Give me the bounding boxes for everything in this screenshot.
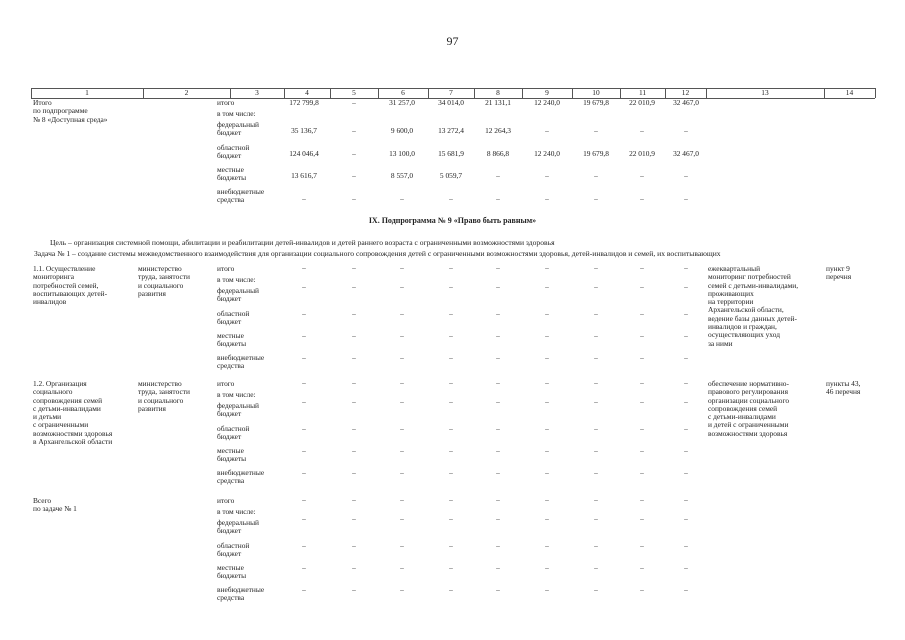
funding-value: – xyxy=(640,353,644,362)
funding-source-label: местные бюджеты xyxy=(217,165,247,183)
funding-value: – xyxy=(302,353,306,362)
funding-value: – xyxy=(640,378,644,387)
goal-text: Цель – организация системной помощи, абилитации и реабилитации детей-инвалидов и детей раннего возраста с ограниченными возможностями здоровья xyxy=(50,238,555,247)
funding-value: – xyxy=(496,446,500,455)
row-name: 1.2. Организация социального сопровождения семей с детьми-инвалидами и детьми с ограниченными возможностями здоровья в Архангельской области xyxy=(33,379,113,446)
funding-value: – xyxy=(594,563,598,572)
funding-value: – xyxy=(684,263,688,272)
funding-source-label: внебюджетные средства xyxy=(217,585,265,603)
funding-source-label: итого xyxy=(217,379,235,388)
funding-value: 19 679,8 xyxy=(583,98,609,107)
funding-value: – xyxy=(545,446,549,455)
funding-value: – xyxy=(352,126,356,135)
row-name: Итого по подпрограмме № 8 «Доступная среда» xyxy=(33,98,108,124)
funding-value: – xyxy=(352,171,356,180)
subtotal-caption: в том числе: xyxy=(217,507,256,516)
funding-value: – xyxy=(594,282,598,291)
funding-value: – xyxy=(640,282,644,291)
funding-value: – xyxy=(302,194,306,203)
funding-value: – xyxy=(684,468,688,477)
funding-value: 22 010,9 xyxy=(629,98,655,107)
funding-value: – xyxy=(594,514,598,523)
funding-value: – xyxy=(640,424,644,433)
funding-value: – xyxy=(684,171,688,180)
column-number: 9 xyxy=(545,88,549,97)
funding-value: – xyxy=(496,424,500,433)
funding-value: – xyxy=(496,353,500,362)
funding-value: – xyxy=(302,514,306,523)
funding-value: – xyxy=(449,514,453,523)
executor: министерство труда, занятости и социального развития xyxy=(138,379,190,413)
funding-value: – xyxy=(594,126,598,135)
funding-value: – xyxy=(640,541,644,550)
funding-value: – xyxy=(400,194,404,203)
subtotal-caption: в том числе: xyxy=(217,275,256,284)
funding-value: – xyxy=(352,563,356,572)
funding-value: – xyxy=(496,309,500,318)
funding-value: – xyxy=(449,331,453,340)
funding-value: – xyxy=(449,282,453,291)
column-number: 2 xyxy=(184,88,189,97)
funding-value: – xyxy=(545,353,549,362)
funding-value: – xyxy=(302,309,306,318)
funding-value: – xyxy=(545,585,549,594)
funding-value: – xyxy=(302,468,306,477)
funding-value: – xyxy=(352,397,356,406)
funding-value: – xyxy=(400,353,404,362)
funding-value: 12 264,3 xyxy=(485,126,511,135)
funding-value: 8 866,8 xyxy=(486,149,510,158)
funding-value: – xyxy=(594,353,598,362)
funding-value: – xyxy=(400,309,404,318)
funding-value: – xyxy=(640,309,644,318)
funding-value: – xyxy=(352,514,356,523)
funding-value: – xyxy=(496,331,500,340)
funding-value: 172 799,8 xyxy=(289,98,319,107)
expected-result: ежеквартальный мониторинг потребностей семей с детьми-инвалидами, проживающих на территории Архангельской области, ведение базы данных детей- инвалидов и граждан, осуществляющих уход за ними xyxy=(708,264,799,348)
column-number: 6 xyxy=(401,88,405,97)
funding-value: – xyxy=(684,397,688,406)
funding-value: – xyxy=(684,378,688,387)
list-reference: пункты 43, 46 перечня xyxy=(826,379,861,397)
funding-value: – xyxy=(352,263,356,272)
funding-value: – xyxy=(496,397,500,406)
funding-value: – xyxy=(594,171,598,180)
funding-value: – xyxy=(400,282,404,291)
funding-value: – xyxy=(496,468,500,477)
funding-value: 9 600,0 xyxy=(390,126,414,135)
funding-value: – xyxy=(684,514,688,523)
funding-value: – xyxy=(640,563,644,572)
expected-result: обеспечение нормативно- правового регулирования организации социального сопровождения семей с детьми-инвалидами и детей с ограниченными возможностями здоровья xyxy=(708,379,790,438)
funding-value: – xyxy=(684,353,688,362)
funding-value: 22 010,9 xyxy=(629,149,655,158)
page-number: 97 xyxy=(446,34,459,48)
funding-value: – xyxy=(545,514,549,523)
subtotal-caption: в том числе: xyxy=(217,109,256,118)
funding-value: – xyxy=(496,514,500,523)
funding-value: – xyxy=(449,541,453,550)
funding-value: – xyxy=(545,126,549,135)
funding-value: – xyxy=(496,194,500,203)
list-reference: пункт 9 перечня xyxy=(826,264,852,282)
funding-source-label: федеральный бюджет xyxy=(217,401,259,419)
funding-value: – xyxy=(594,309,598,318)
funding-value: – xyxy=(302,331,306,340)
funding-source-label: федеральный бюджет xyxy=(217,286,259,304)
funding-value: – xyxy=(449,378,453,387)
funding-value: – xyxy=(640,585,644,594)
funding-value: – xyxy=(302,585,306,594)
funding-value: – xyxy=(352,353,356,362)
funding-value: – xyxy=(594,397,598,406)
funding-value: – xyxy=(352,446,356,455)
funding-value: – xyxy=(684,282,688,291)
funding-source-label: внебюджетные средства xyxy=(217,353,265,371)
funding-value: – xyxy=(449,495,453,504)
funding-value: – xyxy=(640,495,644,504)
funding-value: – xyxy=(352,98,356,107)
funding-value: – xyxy=(684,585,688,594)
funding-value: – xyxy=(594,585,598,594)
funding-value: – xyxy=(496,171,500,180)
funding-value: – xyxy=(684,309,688,318)
funding-source-label: местные бюджеты xyxy=(217,563,247,581)
funding-value: 5 059,7 xyxy=(439,171,463,180)
funding-value: 13 616,7 xyxy=(291,171,317,180)
funding-value: – xyxy=(449,585,453,594)
column-number: 13 xyxy=(761,88,769,97)
funding-source-label: итого xyxy=(217,496,235,505)
funding-value: – xyxy=(352,585,356,594)
funding-value: – xyxy=(640,194,644,203)
funding-value: – xyxy=(684,126,688,135)
funding-value: – xyxy=(302,378,306,387)
funding-value: – xyxy=(496,541,500,550)
funding-value: – xyxy=(352,378,356,387)
funding-value: – xyxy=(400,378,404,387)
funding-source-label: областной бюджет xyxy=(217,541,250,559)
column-number: 7 xyxy=(449,88,453,97)
funding-value: – xyxy=(302,446,306,455)
funding-value: – xyxy=(449,468,453,477)
funding-source-label: областной бюджет xyxy=(217,143,250,161)
funding-source-label: местные бюджеты xyxy=(217,446,247,464)
funding-value: – xyxy=(302,563,306,572)
funding-value: 8 557,0 xyxy=(390,171,414,180)
funding-value: – xyxy=(352,541,356,550)
funding-value: – xyxy=(302,495,306,504)
executor: министерство труда, занятости и социального развития xyxy=(138,264,190,298)
column-number: 11 xyxy=(638,88,647,97)
funding-value: 13 100,0 xyxy=(389,149,415,158)
funding-source-label: внебюджетные средства xyxy=(217,187,265,205)
funding-source-label: внебюджетные средства xyxy=(217,468,265,486)
funding-value: – xyxy=(449,353,453,362)
funding-source-label: федеральный бюджет xyxy=(217,518,259,536)
funding-value: 124 046,4 xyxy=(289,149,319,158)
funding-source-label: местные бюджеты xyxy=(217,331,247,349)
funding-value: – xyxy=(684,495,688,504)
funding-value: – xyxy=(594,541,598,550)
funding-value: – xyxy=(449,446,453,455)
funding-value: – xyxy=(449,194,453,203)
column-number: 12 xyxy=(681,88,690,97)
funding-value: – xyxy=(400,331,404,340)
section-title: IX. Подпрограмма № 9 «Право быть равным» xyxy=(368,216,537,225)
funding-value: – xyxy=(400,397,404,406)
funding-source-label: областной бюджет xyxy=(217,309,250,327)
funding-value: – xyxy=(640,397,644,406)
funding-value: 34 014,0 xyxy=(438,98,464,107)
funding-value: – xyxy=(640,263,644,272)
funding-value: – xyxy=(545,171,549,180)
funding-value: – xyxy=(400,541,404,550)
funding-value: – xyxy=(352,468,356,477)
funding-value: – xyxy=(594,446,598,455)
funding-value: – xyxy=(684,541,688,550)
column-number: 5 xyxy=(352,88,356,97)
funding-value: – xyxy=(400,585,404,594)
funding-value: – xyxy=(545,563,549,572)
funding-value: – xyxy=(400,446,404,455)
funding-value: – xyxy=(594,424,598,433)
funding-value: – xyxy=(594,378,598,387)
funding-value: – xyxy=(640,126,644,135)
funding-value: – xyxy=(302,263,306,272)
funding-value: – xyxy=(640,446,644,455)
funding-source-label: федеральный бюджет xyxy=(217,120,259,138)
funding-value: – xyxy=(545,263,549,272)
funding-value: 32 467,0 xyxy=(673,149,699,158)
funding-value: – xyxy=(594,468,598,477)
funding-value: – xyxy=(352,282,356,291)
column-number: 8 xyxy=(496,88,500,97)
funding-value: – xyxy=(684,424,688,433)
funding-value: – xyxy=(594,194,598,203)
funding-value: – xyxy=(496,378,500,387)
funding-value: 35 136,7 xyxy=(291,126,317,135)
funding-value: – xyxy=(640,331,644,340)
funding-value: – xyxy=(594,331,598,340)
funding-value: – xyxy=(302,397,306,406)
funding-value: – xyxy=(400,495,404,504)
funding-value: – xyxy=(496,585,500,594)
funding-value: – xyxy=(449,263,453,272)
funding-value: – xyxy=(352,424,356,433)
funding-value: – xyxy=(449,424,453,433)
funding-value: – xyxy=(400,263,404,272)
funding-value: 31 257,0 xyxy=(389,98,415,107)
column-number: 3 xyxy=(255,88,259,97)
funding-value: – xyxy=(545,541,549,550)
funding-value: – xyxy=(352,149,356,158)
subtotal-caption: в том числе: xyxy=(217,390,256,399)
funding-value: – xyxy=(496,282,500,291)
funding-value: – xyxy=(640,468,644,477)
funding-value: 32 467,0 xyxy=(673,98,699,107)
column-number: 14 xyxy=(845,88,854,97)
funding-value: – xyxy=(400,563,404,572)
funding-value: 12 240,0 xyxy=(534,98,560,107)
funding-value: 21 131,1 xyxy=(485,98,511,107)
funding-value: – xyxy=(545,282,549,291)
row-name: 1.1. Осуществление мониторинга потребностей семей, воспитывающих детей- инвалидов xyxy=(33,264,108,307)
funding-value: – xyxy=(352,331,356,340)
funding-value: – xyxy=(640,171,644,180)
funding-value: – xyxy=(400,424,404,433)
funding-value: – xyxy=(400,468,404,477)
column-number: 4 xyxy=(305,88,309,97)
header-divider xyxy=(875,88,876,98)
funding-value: – xyxy=(545,424,549,433)
funding-value: – xyxy=(594,263,598,272)
column-number: 1 xyxy=(85,88,89,97)
funding-value: – xyxy=(302,424,306,433)
funding-value: – xyxy=(545,378,549,387)
funding-value: – xyxy=(545,397,549,406)
funding-value: – xyxy=(302,282,306,291)
funding-value: – xyxy=(352,309,356,318)
funding-value: – xyxy=(640,514,644,523)
funding-source-label: итого xyxy=(217,98,235,107)
funding-source-label: итого xyxy=(217,264,235,273)
funding-value: – xyxy=(352,495,356,504)
funding-value: – xyxy=(449,397,453,406)
funding-value: – xyxy=(684,446,688,455)
funding-value: – xyxy=(545,309,549,318)
funding-value: – xyxy=(496,563,500,572)
funding-value: 15 681,9 xyxy=(438,149,464,158)
funding-value: – xyxy=(496,495,500,504)
column-number: 10 xyxy=(592,88,600,97)
funding-value: – xyxy=(594,495,598,504)
funding-value: – xyxy=(449,309,453,318)
funding-value: – xyxy=(684,194,688,203)
funding-value: – xyxy=(545,331,549,340)
funding-value: – xyxy=(449,563,453,572)
task-text: Задача № 1 – создание системы межведомственного взаимодействия для организации социального сопровождения детей с ограниченными возможностями здоровья, детей-инвалидов и семей, их воспитывающих xyxy=(34,249,721,258)
funding-value: – xyxy=(684,563,688,572)
funding-value: – xyxy=(496,263,500,272)
funding-value: – xyxy=(545,468,549,477)
funding-value: – xyxy=(545,194,549,203)
funding-value: – xyxy=(684,331,688,340)
funding-value: – xyxy=(302,541,306,550)
funding-source-label: областной бюджет xyxy=(217,424,250,442)
funding-value: – xyxy=(545,495,549,504)
funding-value: 19 679,8 xyxy=(583,149,609,158)
funding-value: – xyxy=(352,194,356,203)
row-name: Всего по задаче № 1 xyxy=(33,496,77,514)
funding-value: 13 272,4 xyxy=(438,126,464,135)
funding-value: 12 240,0 xyxy=(534,149,560,158)
funding-value: – xyxy=(400,514,404,523)
